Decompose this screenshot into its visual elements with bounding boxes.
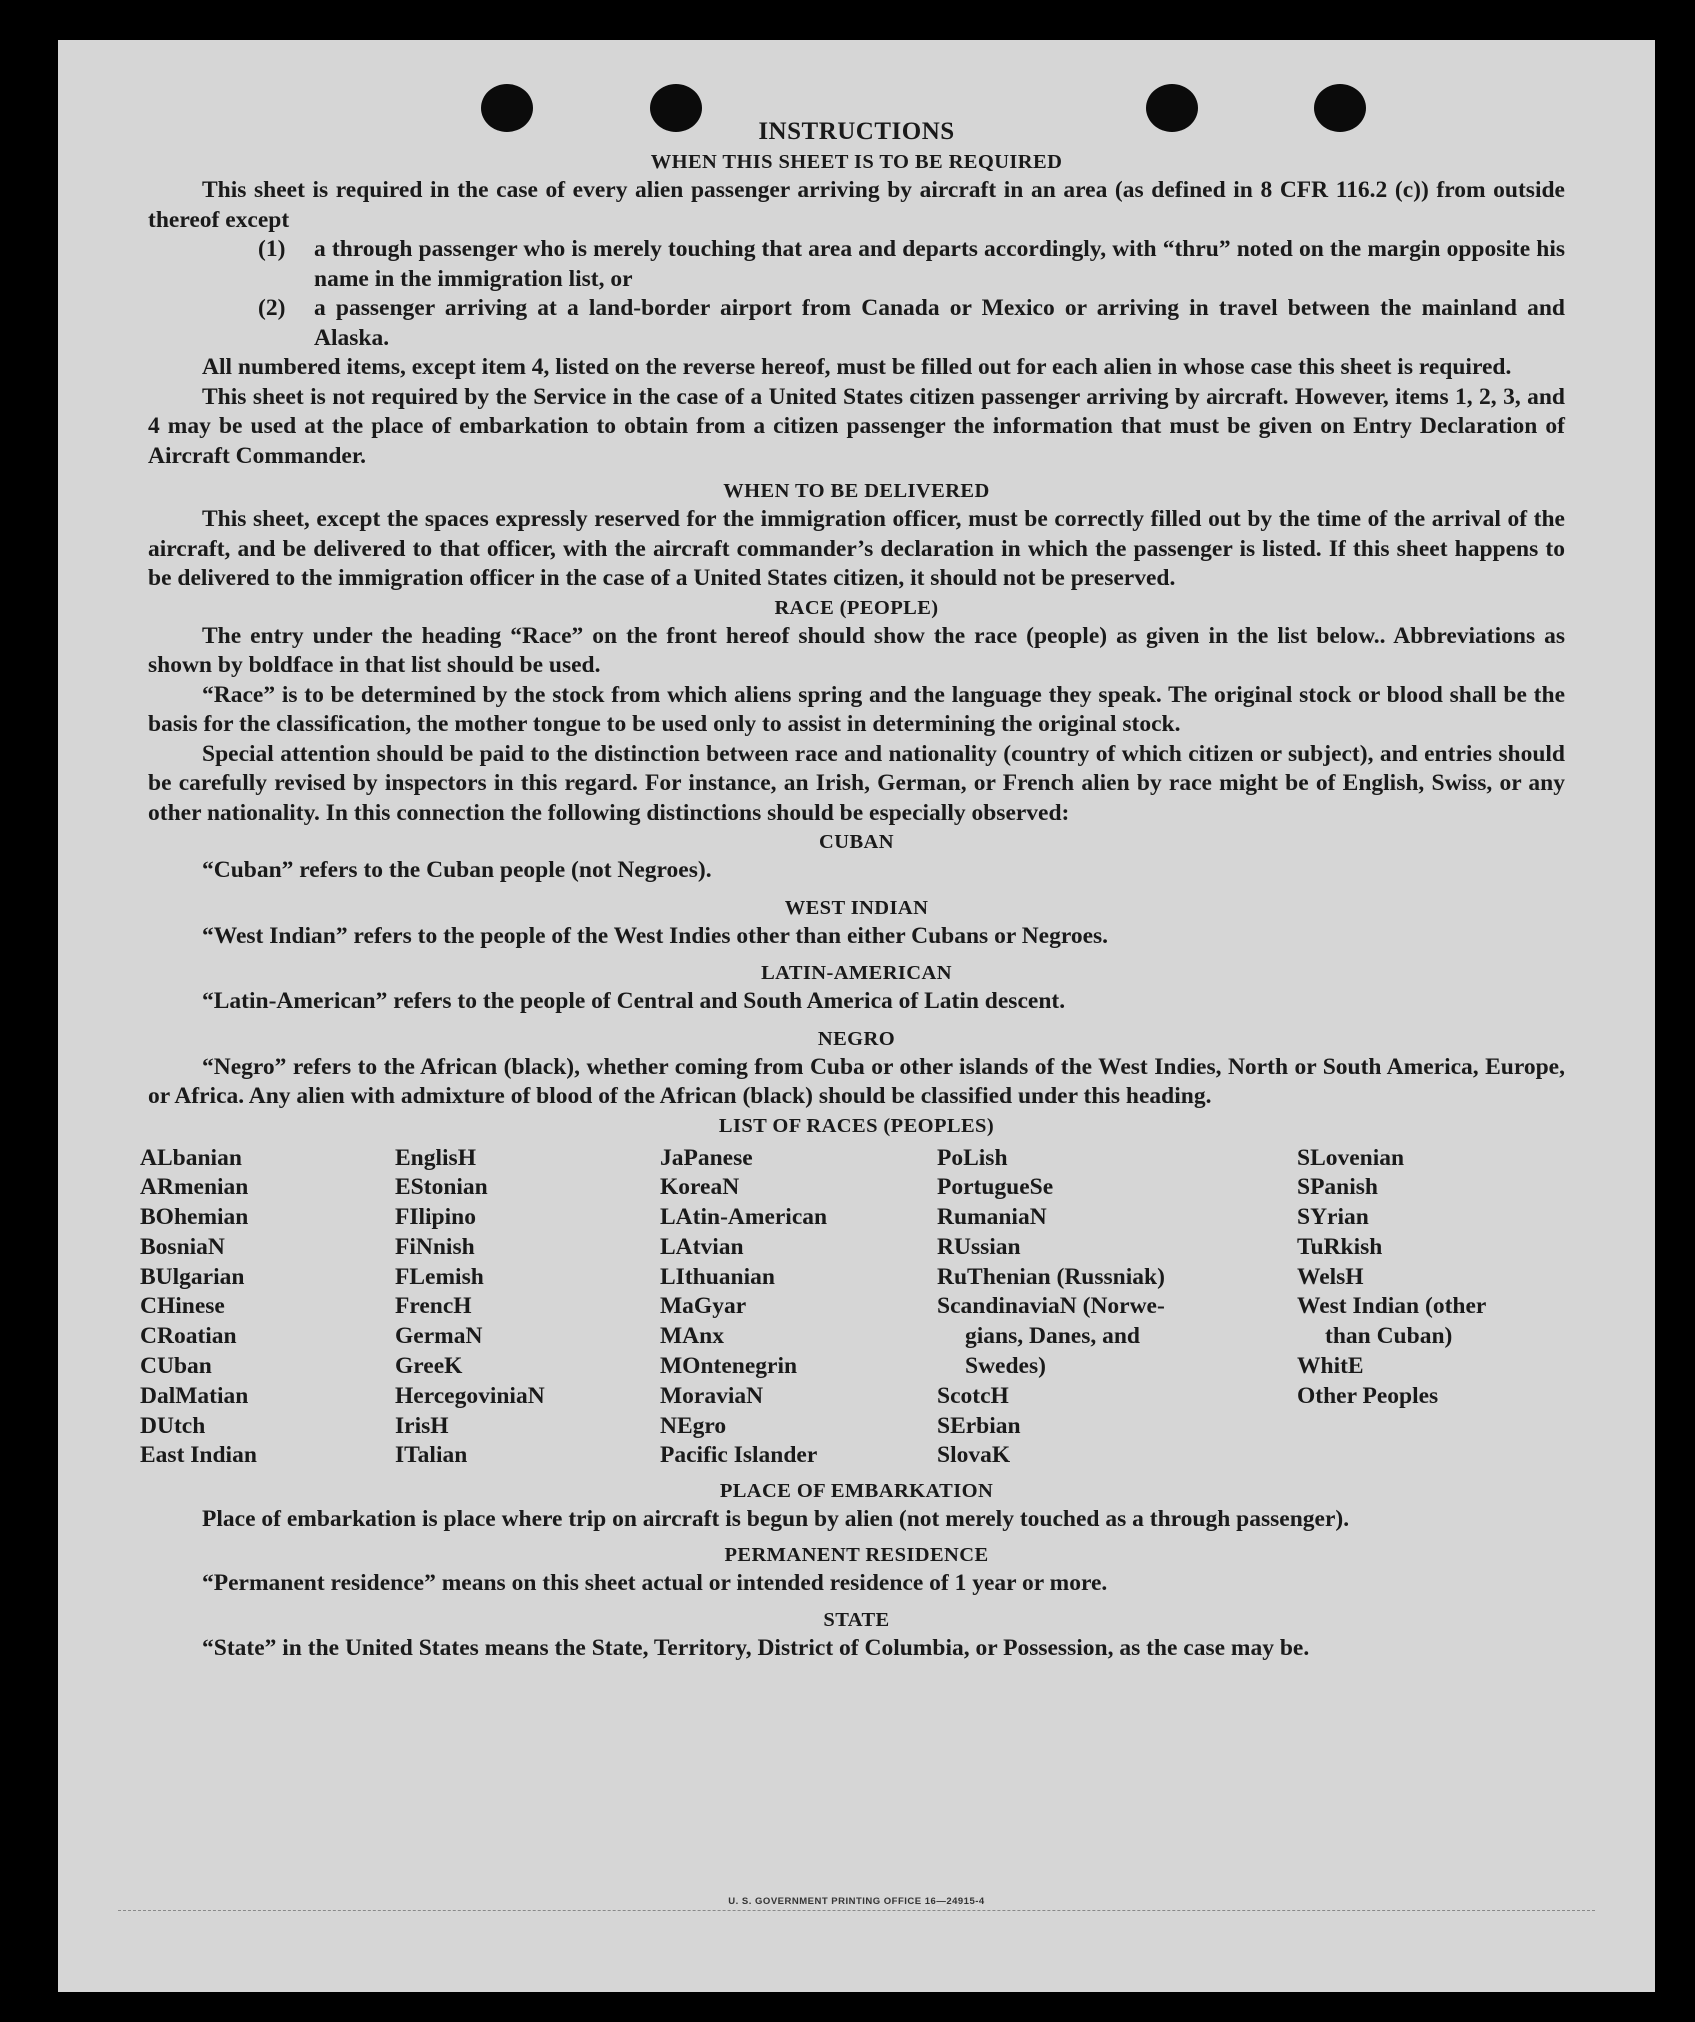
race-entry: WhitE (1297, 1353, 1364, 1380)
race-entry: MaGyar (660, 1293, 747, 1320)
race-entry: BOhemian (140, 1204, 249, 1231)
race-entry: CUban (140, 1353, 212, 1380)
race-entry: IrisH (395, 1412, 449, 1439)
race-entry-continued: than Cuban) (1325, 1323, 1453, 1350)
exception-item (258, 235, 1565, 294)
race-entry: West Indian (other (1297, 1293, 1487, 1320)
race-entry: ITalian (395, 1442, 468, 1469)
race-entry: FIlipino (395, 1204, 476, 1231)
race-entry: MOntenegrin (660, 1353, 798, 1380)
race-entry: EnglisH (395, 1144, 476, 1171)
numbered-items-paragraph: All numbered items, except item 4, listed on the reverse hereof, must be filled out for each alien in whose case this sheet is required. (202, 354, 1512, 380)
race-entry: FLemish (395, 1263, 484, 1290)
race-entry: PortugueSe (937, 1174, 1054, 1201)
race-entry: GermaN (395, 1323, 483, 1350)
heading-place-of-embarkation: PLACE OF EMBARKATION (719, 1480, 994, 1503)
state-definition: “State” in the United States means the State, Territory, District of Columbia, or Possession, as the case may be. (202, 1635, 1310, 1662)
heading-list-of-races: LIST OF RACES (PEOPLES) (718, 1114, 995, 1137)
residence-definition: “Permanent residence” means on this sheet actual or intended residence of 1 year or more. (202, 1569, 1108, 1596)
race-entry: RUssian (937, 1233, 1021, 1260)
race-entry: CRoatian (140, 1323, 237, 1350)
heading-cuban: CUBAN (819, 831, 894, 853)
race-entry: SYrian (1297, 1204, 1369, 1231)
race-entry: Other Peoples (1297, 1382, 1439, 1409)
races-column (1297, 1144, 1557, 1472)
race-entry: LIthuanian (660, 1263, 775, 1290)
race-paragraph-1: The entry under the heading “Race” on the front hereof should show the race (people) as given in the list below.. Abbreviations as shown by boldface in that list should be used. (148, 622, 1565, 678)
race-entry: LAtin-American (660, 1204, 828, 1231)
race-entry: WelsH (1297, 1263, 1364, 1290)
race-entry: SErbian (937, 1412, 1021, 1439)
heading-state: STATE (823, 1609, 890, 1632)
race-entry: SPanish (1297, 1174, 1378, 1201)
latin-american-definition: “Latin-American” refers to the people of Central and South America of Latin descent. (202, 988, 1066, 1014)
races-column (395, 1144, 660, 1472)
race-entry: NEgro (660, 1412, 727, 1439)
race-entry: ScotcH (937, 1382, 1009, 1409)
page-title: INSTRUCTIONS (758, 118, 955, 145)
race-entry: BosniaN (140, 1233, 225, 1260)
race-entry-continued: gians, Danes, and (965, 1323, 1140, 1350)
embarkation-definition: Place of embarkation is place where trip on aircraft is begun by alien (not merely touched as a through passenger). (202, 1506, 1350, 1533)
heading-negro: NEGRO (817, 1027, 896, 1050)
footer-divider (118, 1910, 1595, 1912)
races-list (140, 1144, 1565, 1472)
races-column (660, 1144, 937, 1472)
printing-office-imprint: U. S. GOVERNMENT PRINTING OFFICE 16—24915-4 (728, 1896, 985, 1907)
race-entry-continued: Swedes) (965, 1353, 1046, 1380)
races-column (937, 1144, 1297, 1472)
race-entry: MAnx (660, 1323, 724, 1350)
race-entry: FiNnish (395, 1233, 475, 1260)
race-paragraph-3: Special attention should be paid to the distinction between race and nationality (country of which citizen or subject), and entries should be carefully revised by inspectors in this regard. For instance, an Irish, German, or French alien by race might be of English, Swiss, or any other nationality. In this connection the following distinctions should be especially observed: (148, 740, 1565, 826)
heading-west-indian: WEST INDIAN (784, 896, 929, 919)
item-text: a passenger arriving at a land-border airport from Canada or Mexico or arriving in travel between the mainland and Alaska. (314, 295, 1565, 351)
heading-latin-american: LATIN-AMERICAN (761, 962, 952, 984)
race-entry: MoraviaN (660, 1382, 764, 1409)
race-entry: RuThenian (Russniak) (937, 1263, 1165, 1290)
race-entry: BUlgarian (140, 1263, 245, 1290)
item-number: (2) (258, 295, 286, 321)
heading-when-required: WHEN THIS SHEET IS TO BE REQUIRED (650, 151, 1063, 173)
race-entry: PoLish (937, 1144, 1008, 1171)
race-entry: ARmenian (140, 1174, 249, 1201)
race-entry: East Indian (140, 1442, 257, 1469)
race-entry: EStonian (395, 1174, 488, 1201)
race-paragraph-2: “Race” is to be determined by the stock from which aliens spring and the language they speak. The original stock or blood shall be the basis for the classification, the mother tongue to be used only to assist in determining the original stock. (148, 681, 1565, 737)
race-entry: ScandinaviaN (Norwe- (937, 1293, 1165, 1320)
heading-permanent-residence: PERMANENT RESIDENCE (724, 1543, 989, 1566)
when-required-intro: This sheet is required in the case of every alien passenger arriving by aircraft in an area (as defined in 8 CFR 116.2 (c)) from outside thereof except (148, 177, 1565, 233)
race-entry: GreeK (395, 1353, 463, 1380)
heading-when-delivered: WHEN TO BE DELIVERED (723, 480, 990, 502)
race-entry: LAtvian (660, 1233, 744, 1260)
document-body (140, 116, 1565, 1664)
when-delivered-text: This sheet, except the spaces expressly reserved for the immigration officer, must be correctly filled out by the time of the arrival of the aircraft, and be delivered to that officer, with the aircraft commander’s declaration in which the passenger is listed. If this sheet happens to be delivered to the immigration officer in the case of a United States citizen, it should not be preserved. (148, 506, 1565, 591)
document-sheet (58, 40, 1655, 1992)
race-entry: DUtch (140, 1412, 206, 1439)
race-entry: DalMatian (140, 1382, 249, 1409)
race-entry: Pacific Islander (660, 1442, 818, 1469)
race-entry: FrencH (395, 1293, 472, 1320)
race-entry: KoreaN (660, 1174, 740, 1201)
cuban-definition: “Cuban” refers to the Cuban people (not Negroes). (202, 857, 712, 883)
item-text: a through passenger who is merely touching that area and departs accordingly, with “thru” noted on the margin opposite his name in the immigration list, or (314, 236, 1565, 292)
races-column (140, 1144, 395, 1472)
race-entry: TuRkish (1297, 1233, 1383, 1260)
race-entry: CHinese (140, 1293, 225, 1320)
race-entry: HercegoviniaN (395, 1382, 545, 1409)
negro-definition: “Negro” refers to the African (black), whether coming from Cuba or other islands of the West Indies, North or South America, Europe, or Africa. Any alien with admixture of blood of the African (black) should be classified under this heading. (148, 1053, 1565, 1109)
heading-race: RACE (PEOPLE) (774, 596, 939, 619)
west-indian-definition: “West Indian” refers to the people of the West Indies other than either Cubans or Negroes. (202, 922, 1109, 949)
race-entry: SLovenian (1297, 1144, 1405, 1171)
item-number: (1) (258, 236, 286, 262)
exception-item (258, 294, 1565, 353)
race-entry: SlovaK (937, 1442, 1011, 1469)
race-entry: JaPanese (660, 1144, 753, 1171)
race-entry: RumaniaN (937, 1204, 1047, 1231)
race-entry: ALbanian (140, 1144, 242, 1171)
citizen-paragraph: This sheet is not required by the Service in the case of a United States citizen passenger arriving by aircraft. However, items 1, 2, 3, and 4 may be used at the place of embarkation to obtain from a citizen passenger the information that must be given on Entry Declaration of Aircraft Commander. (148, 383, 1565, 469)
